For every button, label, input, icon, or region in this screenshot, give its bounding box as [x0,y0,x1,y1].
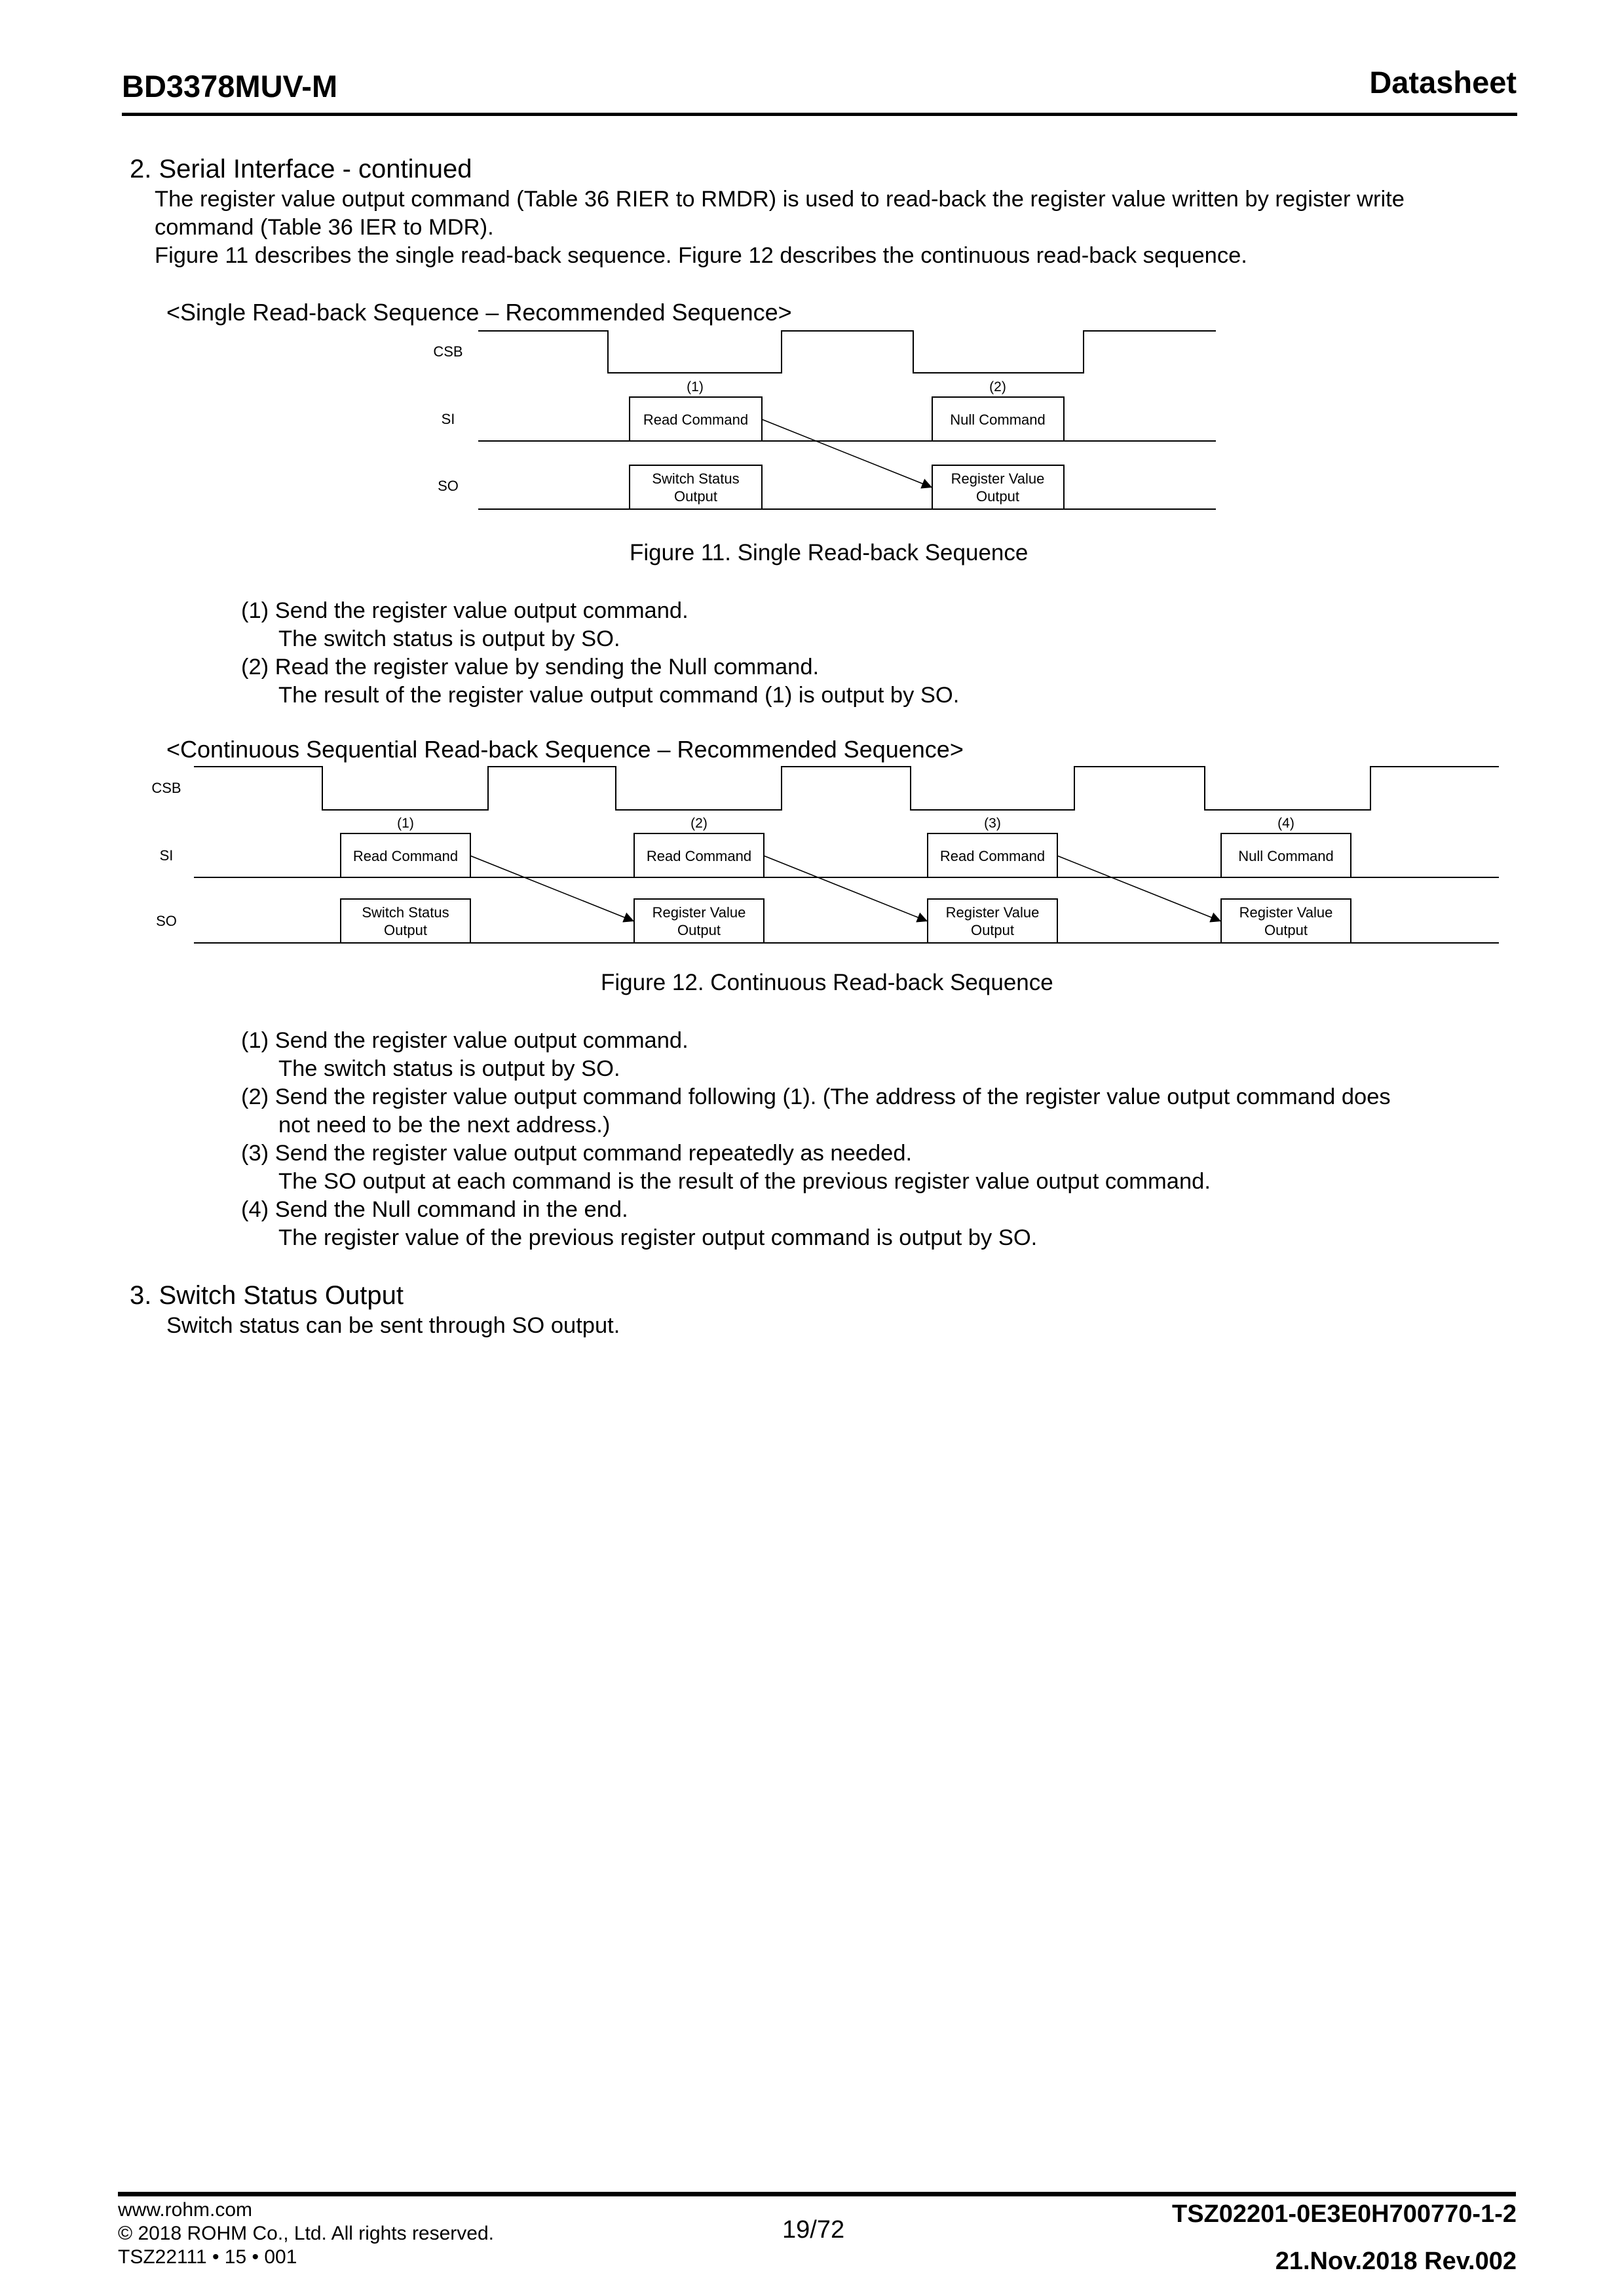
fig12-arrow-1 [470,856,634,921]
fig11-note-3: (2) Read the register value by sending the Null command. [241,655,820,679]
fig12-note-2: The switch status is output by SO. [278,1056,620,1081]
fig11-note-1: (1) Send the register value output command. [241,598,689,623]
fig12-so-box-4-line-2: Output [1264,922,1308,938]
fig12-note-1: (1) Send the register value output command. [241,1028,689,1053]
section-2-line-1: The register value output command (Table 36 RIER to RMDR) is used to read-back the register value written by register write [155,187,1405,212]
fig11-si-box-2-label: Null Command [950,411,1046,428]
footer-rule [118,2192,1516,2196]
fig11-note-2: The switch status is output by SO. [278,626,620,651]
fig11-marker-1: (1) [687,379,704,394]
fig12-marker-4: (4) [1277,816,1294,831]
section-2-line-3: Figure 11 describes the single read-back sequence. Figure 12 describes the continuous read-back sequence. [155,243,1247,268]
fig11-timing-diagram [0,0,1624,537]
fig11-caption: Figure 11. Single Read-back Sequence [630,540,1029,565]
fig12-so-box-4-line-1: Register Value [1239,904,1333,921]
fig12-si-box-4-label: Null Command [1238,848,1334,864]
fig12-marker-3: (3) [984,816,1001,831]
fig12-csb-waveform [194,767,1499,810]
fig11-so-box-2-line-1: Register Value [951,470,1045,487]
fig11-so-box-2-line-2: Output [975,488,1020,505]
page-number: 19/72 [782,2216,845,2244]
doc-type: Datasheet [1369,65,1517,100]
fig12-note-7: (4) Send the Null command in the end. [241,1197,628,1222]
fig12-si-box-3-label: Read Command [939,848,1046,864]
fig12-arrow-2 [764,856,928,921]
fig11-note-4: The result of the register value output command (1) is output by SO. [278,683,960,708]
fig12-note-3: (2) Send the register value output command following (1). (The address of the register value output command does [241,1084,1391,1109]
fig12-marker-2: (2) [690,816,708,831]
fig11-so-label: SO [438,478,459,494]
footer-website[interactable]: www.rohm.com [118,2199,253,2221]
footer-form-code: TSZ22111 • 15 • 001 [118,2246,297,2268]
part-number: BD3378MUV-M [122,69,338,104]
fig12-note-5: (3) Send the register value output command repeatedly as needed. [241,1141,913,1166]
fig12-si-box-2-label: Read Command [646,848,752,864]
section-2-heading: 2. Serial Interface - continued [130,155,472,183]
fig12-si-box-1-label: Read Command [352,848,459,864]
fig12-csb-label: CSB [151,780,181,796]
fig11-csb-waveform [478,331,1216,373]
fig12-so-box-2-line-1: Register Value [652,904,746,921]
fig12-so-box-3-line-1: Register Value [945,904,1040,921]
fig12-note-4: not need to be the next address.) [278,1113,611,1138]
fig12-so-box-2-line-2: Output [677,922,721,938]
fig11-so-box-1-line-2: Output [673,488,718,505]
fig12-note-8: The register value of the previous register output command is output by SO. [278,1225,1038,1250]
fig11-so-box-1-line-1: Switch Status [652,470,740,487]
fig12-marker-1: (1) [397,816,414,831]
fig12-si-label: SI [159,847,174,864]
fig11-csb-label: CSB [433,343,463,360]
footer-copyright: © 2018 ROHM Co., Ltd. All rights reserved. [118,2223,494,2244]
fig12-caption: Figure 12. Continuous Read-back Sequence [601,970,1053,995]
fig12-so-box-1-line-2: Output [383,922,428,938]
fig12-so-box-1-line-1: Switch Status [362,904,449,921]
fig12-so-box-3-line-2: Output [970,922,1015,938]
section-2-line-2: command (Table 36 IER to MDR). [155,215,494,240]
fig12-note-6: The SO output at each command is the result of the previous register value output command. [278,1169,1211,1194]
fig11-si-box-1-label: Read Command [643,411,749,428]
section-3-heading: 3. Switch Status Output [130,1281,404,1310]
fig12-arrow-3 [1057,856,1221,921]
fig11-marker-2: (2) [989,379,1006,394]
footer-doc-number: TSZ02201-0E3E0H700770-1-2 [1171,2200,1517,2228]
fig12-timing-diagram [0,721,1624,970]
fig11-arrow [762,419,932,488]
fig12-title: <Continuous Sequential Read-back Sequence – Recommended Sequence> [166,736,964,763]
fig12-so-label: SO [156,913,177,929]
footer-date-rev: 21.Nov.2018 Rev.002 [1275,2248,1517,2275]
fig11-si-label: SI [441,411,455,427]
section-3-text: Switch status can be sent through SO output. [166,1313,620,1338]
fig11-title: <Single Read-back Sequence – Recommended Sequence> [166,299,792,326]
